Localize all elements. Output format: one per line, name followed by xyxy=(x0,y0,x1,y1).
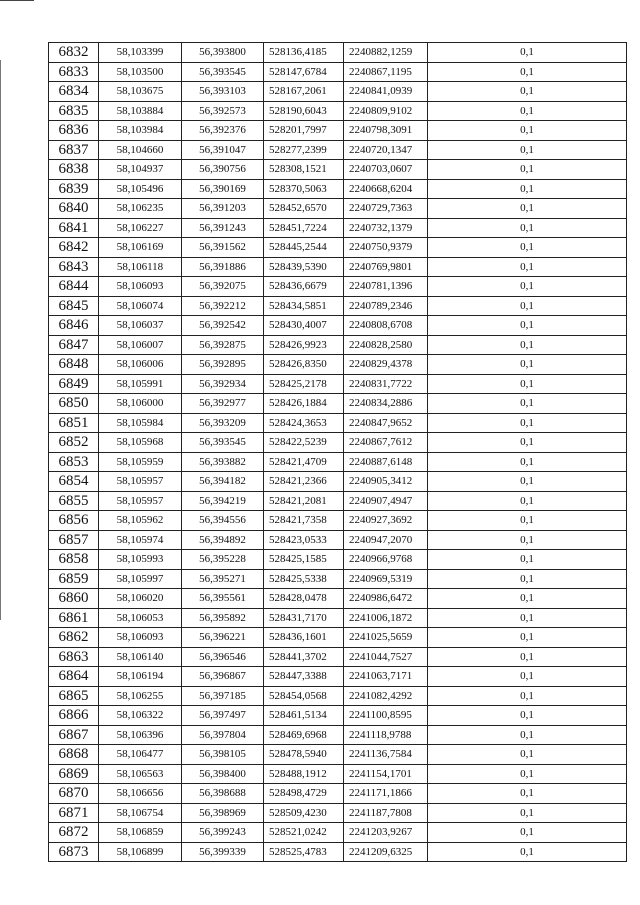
accuracy-cell: 0,1 xyxy=(428,413,627,433)
x-coordinate-cell: 528426,9923 xyxy=(264,335,344,355)
latitude-cell: 58,106020 xyxy=(99,589,182,609)
table-row xyxy=(49,823,627,843)
point-number-cell: 6856 xyxy=(49,511,99,531)
y-coordinate-cell: 2241154,1701 xyxy=(344,764,428,784)
table-row xyxy=(49,725,627,745)
latitude-cell: 58,105959 xyxy=(99,452,182,472)
x-coordinate-cell: 528447,3388 xyxy=(264,667,344,687)
table-row xyxy=(49,452,627,472)
accuracy-cell: 0,1 xyxy=(428,374,627,394)
y-coordinate-cell: 2241025,5659 xyxy=(344,628,428,648)
x-coordinate-cell: 528441,3702 xyxy=(264,647,344,667)
point-number-cell: 6843 xyxy=(49,257,99,277)
x-coordinate-cell: 528308,1521 xyxy=(264,160,344,180)
accuracy-cell: 0,1 xyxy=(428,257,627,277)
longitude-cell: 56,398688 xyxy=(182,784,264,804)
accuracy-cell: 0,1 xyxy=(428,394,627,414)
accuracy-cell: 0,1 xyxy=(428,803,627,823)
x-coordinate-cell: 528439,5390 xyxy=(264,257,344,277)
point-number-cell: 6865 xyxy=(49,686,99,706)
latitude-cell: 58,103984 xyxy=(99,121,182,141)
latitude-cell: 58,106396 xyxy=(99,725,182,745)
table-row xyxy=(49,667,627,687)
table-row xyxy=(49,686,627,706)
point-number-cell: 6841 xyxy=(49,218,99,238)
x-coordinate-cell: 528452,6570 xyxy=(264,199,344,219)
point-number-cell: 6833 xyxy=(49,62,99,82)
point-number-cell: 6870 xyxy=(49,784,99,804)
coordinates-table-body xyxy=(49,43,627,862)
longitude-cell: 56,392542 xyxy=(182,316,264,336)
x-coordinate-cell: 528421,2366 xyxy=(264,472,344,492)
y-coordinate-cell: 2240789,2346 xyxy=(344,296,428,316)
x-coordinate-cell: 528434,5851 xyxy=(264,296,344,316)
y-coordinate-cell: 2240927,3692 xyxy=(344,511,428,531)
x-coordinate-cell: 528454,0568 xyxy=(264,686,344,706)
table-row xyxy=(49,628,627,648)
y-coordinate-cell: 2241100,8595 xyxy=(344,706,428,726)
latitude-cell: 58,106074 xyxy=(99,296,182,316)
x-coordinate-cell: 528509,4230 xyxy=(264,803,344,823)
accuracy-cell: 0,1 xyxy=(428,745,627,765)
table-row xyxy=(49,413,627,433)
point-number-cell: 6834 xyxy=(49,82,99,102)
longitude-cell: 56,394892 xyxy=(182,530,264,550)
x-coordinate-cell: 528430,4007 xyxy=(264,316,344,336)
accuracy-cell: 0,1 xyxy=(428,218,627,238)
accuracy-cell: 0,1 xyxy=(428,628,627,648)
y-coordinate-cell: 2240729,7363 xyxy=(344,199,428,219)
accuracy-cell: 0,1 xyxy=(428,686,627,706)
accuracy-cell: 0,1 xyxy=(428,140,627,160)
latitude-cell: 58,106093 xyxy=(99,628,182,648)
longitude-cell: 56,392875 xyxy=(182,335,264,355)
x-coordinate-cell: 528423,0533 xyxy=(264,530,344,550)
accuracy-cell: 0,1 xyxy=(428,43,627,63)
longitude-cell: 56,391047 xyxy=(182,140,264,160)
y-coordinate-cell: 2241187,7808 xyxy=(344,803,428,823)
accuracy-cell: 0,1 xyxy=(428,316,627,336)
x-coordinate-cell: 528425,2178 xyxy=(264,374,344,394)
x-coordinate-cell: 528461,5134 xyxy=(264,706,344,726)
y-coordinate-cell: 2241006,1872 xyxy=(344,608,428,628)
x-coordinate-cell: 528167,2061 xyxy=(264,82,344,102)
x-coordinate-cell: 528498,4729 xyxy=(264,784,344,804)
longitude-cell: 56,396867 xyxy=(182,667,264,687)
point-number-cell: 6845 xyxy=(49,296,99,316)
x-coordinate-cell: 528478,5940 xyxy=(264,745,344,765)
point-number-cell: 6873 xyxy=(49,842,99,862)
accuracy-cell: 0,1 xyxy=(428,452,627,472)
latitude-cell: 58,103884 xyxy=(99,101,182,121)
x-coordinate-cell: 528147,6784 xyxy=(264,62,344,82)
x-coordinate-cell: 528370,5063 xyxy=(264,179,344,199)
table-row xyxy=(49,433,627,453)
longitude-cell: 56,399339 xyxy=(182,842,264,862)
x-coordinate-cell: 528421,7358 xyxy=(264,511,344,531)
x-coordinate-cell: 528136,4185 xyxy=(264,43,344,63)
table-row xyxy=(49,335,627,355)
latitude-cell: 58,106322 xyxy=(99,706,182,726)
latitude-cell: 58,105991 xyxy=(99,374,182,394)
accuracy-cell: 0,1 xyxy=(428,764,627,784)
table-row xyxy=(49,589,627,609)
x-coordinate-cell: 528201,7997 xyxy=(264,121,344,141)
point-number-cell: 6860 xyxy=(49,589,99,609)
x-coordinate-cell: 528422,5239 xyxy=(264,433,344,453)
table-row xyxy=(49,296,627,316)
latitude-cell: 58,105974 xyxy=(99,530,182,550)
table-row xyxy=(49,277,627,297)
y-coordinate-cell: 2240986,6472 xyxy=(344,589,428,609)
point-number-cell: 6871 xyxy=(49,803,99,823)
scan-edge-line xyxy=(0,60,1,620)
table-row xyxy=(49,842,627,862)
y-coordinate-cell: 2240969,5319 xyxy=(344,569,428,589)
y-coordinate-cell: 2240947,2070 xyxy=(344,530,428,550)
longitude-cell: 56,395271 xyxy=(182,569,264,589)
longitude-cell: 56,394182 xyxy=(182,472,264,492)
accuracy-cell: 0,1 xyxy=(428,179,627,199)
longitude-cell: 56,395228 xyxy=(182,550,264,570)
table-row xyxy=(49,257,627,277)
x-coordinate-cell: 528190,6043 xyxy=(264,101,344,121)
table-row xyxy=(49,179,627,199)
latitude-cell: 58,105968 xyxy=(99,433,182,453)
table-row xyxy=(49,199,627,219)
y-coordinate-cell: 2240887,6148 xyxy=(344,452,428,472)
table-row xyxy=(49,121,627,141)
x-coordinate-cell: 528469,6968 xyxy=(264,725,344,745)
longitude-cell: 56,398400 xyxy=(182,764,264,784)
longitude-cell: 56,397497 xyxy=(182,706,264,726)
latitude-cell: 58,105957 xyxy=(99,491,182,511)
accuracy-cell: 0,1 xyxy=(428,82,627,102)
table-row xyxy=(49,472,627,492)
longitude-cell: 56,391203 xyxy=(182,199,264,219)
accuracy-cell: 0,1 xyxy=(428,355,627,375)
latitude-cell: 58,105997 xyxy=(99,569,182,589)
table-row xyxy=(49,43,627,63)
longitude-cell: 56,397804 xyxy=(182,725,264,745)
latitude-cell: 58,103399 xyxy=(99,43,182,63)
x-coordinate-cell: 528426,8350 xyxy=(264,355,344,375)
latitude-cell: 58,106140 xyxy=(99,647,182,667)
point-number-cell: 6869 xyxy=(49,764,99,784)
point-number-cell: 6859 xyxy=(49,569,99,589)
y-coordinate-cell: 2240798,3091 xyxy=(344,121,428,141)
table-row xyxy=(49,82,627,102)
point-number-cell: 6858 xyxy=(49,550,99,570)
x-coordinate-cell: 528425,1585 xyxy=(264,550,344,570)
accuracy-cell: 0,1 xyxy=(428,101,627,121)
table-row xyxy=(49,803,627,823)
latitude-cell: 58,106477 xyxy=(99,745,182,765)
accuracy-cell: 0,1 xyxy=(428,706,627,726)
accuracy-cell: 0,1 xyxy=(428,335,627,355)
point-number-cell: 6851 xyxy=(49,413,99,433)
latitude-cell: 58,105957 xyxy=(99,472,182,492)
x-coordinate-cell: 528277,2399 xyxy=(264,140,344,160)
y-coordinate-cell: 2240847,9652 xyxy=(344,413,428,433)
y-coordinate-cell: 2241044,7527 xyxy=(344,647,428,667)
point-number-cell: 6837 xyxy=(49,140,99,160)
point-number-cell: 6866 xyxy=(49,706,99,726)
point-number-cell: 6868 xyxy=(49,745,99,765)
longitude-cell: 56,398105 xyxy=(182,745,264,765)
y-coordinate-cell: 2241063,7171 xyxy=(344,667,428,687)
scan-corner-mark xyxy=(0,0,34,11)
y-coordinate-cell: 2241082,4292 xyxy=(344,686,428,706)
longitude-cell: 56,393103 xyxy=(182,82,264,102)
latitude-cell: 58,106006 xyxy=(99,355,182,375)
latitude-cell: 58,103675 xyxy=(99,82,182,102)
point-number-cell: 6844 xyxy=(49,277,99,297)
accuracy-cell: 0,1 xyxy=(428,823,627,843)
longitude-cell: 56,398969 xyxy=(182,803,264,823)
latitude-cell: 58,106754 xyxy=(99,803,182,823)
y-coordinate-cell: 2240828,2580 xyxy=(344,335,428,355)
latitude-cell: 58,105496 xyxy=(99,179,182,199)
point-number-cell: 6861 xyxy=(49,608,99,628)
y-coordinate-cell: 2240831,7722 xyxy=(344,374,428,394)
latitude-cell: 58,105962 xyxy=(99,511,182,531)
table-row xyxy=(49,62,627,82)
y-coordinate-cell: 2240867,1195 xyxy=(344,62,428,82)
latitude-cell: 58,106007 xyxy=(99,335,182,355)
longitude-cell: 56,392934 xyxy=(182,374,264,394)
longitude-cell: 56,392573 xyxy=(182,101,264,121)
x-coordinate-cell: 528426,1884 xyxy=(264,394,344,414)
x-coordinate-cell: 528421,4709 xyxy=(264,452,344,472)
coordinates-table xyxy=(48,42,627,862)
latitude-cell: 58,105993 xyxy=(99,550,182,570)
table-row xyxy=(49,784,627,804)
y-coordinate-cell: 2240808,6708 xyxy=(344,316,428,336)
accuracy-cell: 0,1 xyxy=(428,784,627,804)
y-coordinate-cell: 2240732,1379 xyxy=(344,218,428,238)
point-number-cell: 6832 xyxy=(49,43,99,63)
point-number-cell: 6855 xyxy=(49,491,99,511)
latitude-cell: 58,106053 xyxy=(99,608,182,628)
latitude-cell: 58,106255 xyxy=(99,686,182,706)
latitude-cell: 58,105984 xyxy=(99,413,182,433)
y-coordinate-cell: 2240750,9379 xyxy=(344,238,428,258)
point-number-cell: 6862 xyxy=(49,628,99,648)
point-number-cell: 6847 xyxy=(49,335,99,355)
accuracy-cell: 0,1 xyxy=(428,725,627,745)
x-coordinate-cell: 528436,1601 xyxy=(264,628,344,648)
point-number-cell: 6850 xyxy=(49,394,99,414)
table-row xyxy=(49,608,627,628)
x-coordinate-cell: 528451,7224 xyxy=(264,218,344,238)
longitude-cell: 56,390169 xyxy=(182,179,264,199)
y-coordinate-cell: 2240882,1259 xyxy=(344,43,428,63)
y-coordinate-cell: 2241136,7584 xyxy=(344,745,428,765)
longitude-cell: 56,399243 xyxy=(182,823,264,843)
accuracy-cell: 0,1 xyxy=(428,296,627,316)
point-number-cell: 6863 xyxy=(49,647,99,667)
point-number-cell: 6872 xyxy=(49,823,99,843)
latitude-cell: 58,106093 xyxy=(99,277,182,297)
accuracy-cell: 0,1 xyxy=(428,62,627,82)
accuracy-cell: 0,1 xyxy=(428,491,627,511)
table-row xyxy=(49,374,627,394)
longitude-cell: 56,393882 xyxy=(182,452,264,472)
point-number-cell: 6854 xyxy=(49,472,99,492)
x-coordinate-cell: 528421,2081 xyxy=(264,491,344,511)
table-row xyxy=(49,238,627,258)
point-number-cell: 6852 xyxy=(49,433,99,453)
y-coordinate-cell: 2240769,9801 xyxy=(344,257,428,277)
point-number-cell: 6846 xyxy=(49,316,99,336)
longitude-cell: 56,392895 xyxy=(182,355,264,375)
y-coordinate-cell: 2240781,1396 xyxy=(344,277,428,297)
y-coordinate-cell: 2240668,6204 xyxy=(344,179,428,199)
accuracy-cell: 0,1 xyxy=(428,589,627,609)
longitude-cell: 56,393800 xyxy=(182,43,264,63)
y-coordinate-cell: 2240720,1347 xyxy=(344,140,428,160)
longitude-cell: 56,396546 xyxy=(182,647,264,667)
table-row xyxy=(49,101,627,121)
y-coordinate-cell: 2241203,9267 xyxy=(344,823,428,843)
latitude-cell: 58,106656 xyxy=(99,784,182,804)
longitude-cell: 56,395892 xyxy=(182,608,264,628)
accuracy-cell: 0,1 xyxy=(428,530,627,550)
table-row xyxy=(49,764,627,784)
point-number-cell: 6853 xyxy=(49,452,99,472)
latitude-cell: 58,106859 xyxy=(99,823,182,843)
table-row xyxy=(49,550,627,570)
latitude-cell: 58,104660 xyxy=(99,140,182,160)
x-coordinate-cell: 528436,6679 xyxy=(264,277,344,297)
accuracy-cell: 0,1 xyxy=(428,472,627,492)
point-number-cell: 6848 xyxy=(49,355,99,375)
point-number-cell: 6857 xyxy=(49,530,99,550)
latitude-cell: 58,104937 xyxy=(99,160,182,180)
latitude-cell: 58,106235 xyxy=(99,199,182,219)
x-coordinate-cell: 528428,0478 xyxy=(264,589,344,609)
accuracy-cell: 0,1 xyxy=(428,121,627,141)
y-coordinate-cell: 2240867,7612 xyxy=(344,433,428,453)
table-row xyxy=(49,316,627,336)
latitude-cell: 58,106194 xyxy=(99,667,182,687)
x-coordinate-cell: 528431,7170 xyxy=(264,608,344,628)
latitude-cell: 58,106227 xyxy=(99,218,182,238)
accuracy-cell: 0,1 xyxy=(428,569,627,589)
point-number-cell: 6867 xyxy=(49,725,99,745)
longitude-cell: 56,390756 xyxy=(182,160,264,180)
latitude-cell: 58,106899 xyxy=(99,842,182,862)
longitude-cell: 56,396221 xyxy=(182,628,264,648)
longitude-cell: 56,393545 xyxy=(182,62,264,82)
point-number-cell: 6840 xyxy=(49,199,99,219)
longitude-cell: 56,392075 xyxy=(182,277,264,297)
x-coordinate-cell: 528424,3653 xyxy=(264,413,344,433)
longitude-cell: 56,391886 xyxy=(182,257,264,277)
accuracy-cell: 0,1 xyxy=(428,842,627,862)
table-row xyxy=(49,218,627,238)
longitude-cell: 56,393545 xyxy=(182,433,264,453)
accuracy-cell: 0,1 xyxy=(428,433,627,453)
x-coordinate-cell: 528425,5338 xyxy=(264,569,344,589)
table-row xyxy=(49,706,627,726)
x-coordinate-cell: 528525,4783 xyxy=(264,842,344,862)
point-number-cell: 6864 xyxy=(49,667,99,687)
latitude-cell: 58,106169 xyxy=(99,238,182,258)
y-coordinate-cell: 2240905,3412 xyxy=(344,472,428,492)
point-number-cell: 6838 xyxy=(49,160,99,180)
longitude-cell: 56,394556 xyxy=(182,511,264,531)
latitude-cell: 58,103500 xyxy=(99,62,182,82)
accuracy-cell: 0,1 xyxy=(428,667,627,687)
accuracy-cell: 0,1 xyxy=(428,550,627,570)
table-row xyxy=(49,745,627,765)
table-row xyxy=(49,511,627,531)
longitude-cell: 56,391243 xyxy=(182,218,264,238)
table-row xyxy=(49,491,627,511)
latitude-cell: 58,106037 xyxy=(99,316,182,336)
table-row xyxy=(49,355,627,375)
point-number-cell: 6849 xyxy=(49,374,99,394)
point-number-cell: 6836 xyxy=(49,121,99,141)
point-number-cell: 6842 xyxy=(49,238,99,258)
y-coordinate-cell: 2240907,4947 xyxy=(344,491,428,511)
y-coordinate-cell: 2241209,6325 xyxy=(344,842,428,862)
longitude-cell: 56,393209 xyxy=(182,413,264,433)
accuracy-cell: 0,1 xyxy=(428,647,627,667)
longitude-cell: 56,397185 xyxy=(182,686,264,706)
accuracy-cell: 0,1 xyxy=(428,238,627,258)
latitude-cell: 58,106563 xyxy=(99,764,182,784)
accuracy-cell: 0,1 xyxy=(428,608,627,628)
table-row xyxy=(49,140,627,160)
longitude-cell: 56,391562 xyxy=(182,238,264,258)
accuracy-cell: 0,1 xyxy=(428,160,627,180)
y-coordinate-cell: 2240834,2886 xyxy=(344,394,428,414)
latitude-cell: 58,106000 xyxy=(99,394,182,414)
x-coordinate-cell: 528445,2544 xyxy=(264,238,344,258)
table-row xyxy=(49,647,627,667)
point-number-cell: 6839 xyxy=(49,179,99,199)
point-number-cell: 6835 xyxy=(49,101,99,121)
table-row xyxy=(49,530,627,550)
longitude-cell: 56,394219 xyxy=(182,491,264,511)
table-row xyxy=(49,160,627,180)
y-coordinate-cell: 2240841,0939 xyxy=(344,82,428,102)
latitude-cell: 58,106118 xyxy=(99,257,182,277)
y-coordinate-cell: 2240703,0607 xyxy=(344,160,428,180)
y-coordinate-cell: 2241171,1866 xyxy=(344,784,428,804)
longitude-cell: 56,392212 xyxy=(182,296,264,316)
longitude-cell: 56,395561 xyxy=(182,589,264,609)
longitude-cell: 56,392376 xyxy=(182,121,264,141)
accuracy-cell: 0,1 xyxy=(428,277,627,297)
table-row xyxy=(49,569,627,589)
accuracy-cell: 0,1 xyxy=(428,199,627,219)
longitude-cell: 56,392977 xyxy=(182,394,264,414)
table-row xyxy=(49,394,627,414)
accuracy-cell: 0,1 xyxy=(428,511,627,531)
x-coordinate-cell: 528521,0242 xyxy=(264,823,344,843)
y-coordinate-cell: 2241118,9788 xyxy=(344,725,428,745)
y-coordinate-cell: 2240809,9102 xyxy=(344,101,428,121)
y-coordinate-cell: 2240966,9768 xyxy=(344,550,428,570)
x-coordinate-cell: 528488,1912 xyxy=(264,764,344,784)
y-coordinate-cell: 2240829,4378 xyxy=(344,355,428,375)
